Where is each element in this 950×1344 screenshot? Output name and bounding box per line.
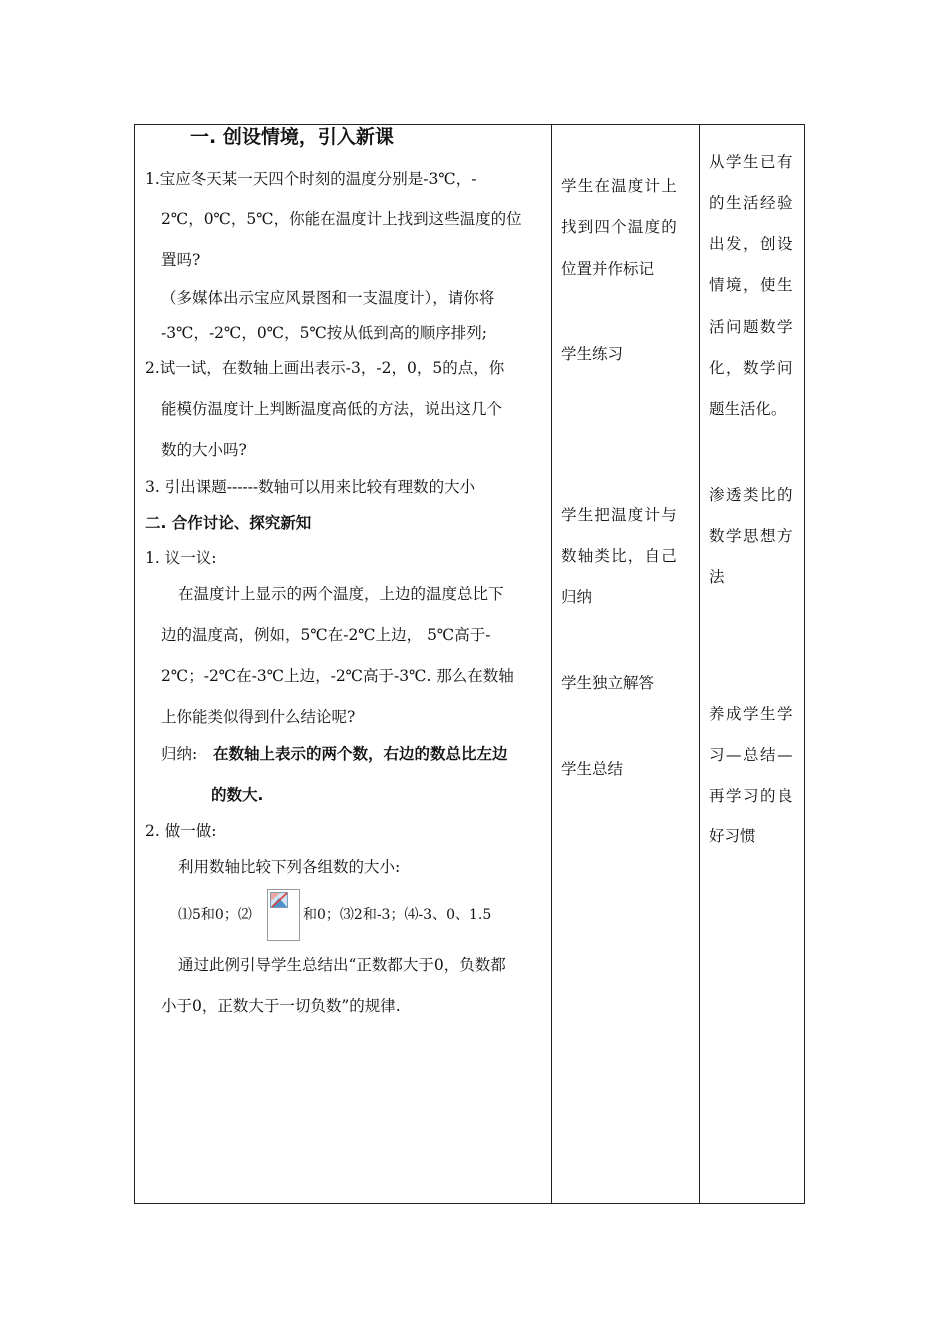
right-text: 养成学生学 bbox=[709, 705, 795, 723]
practice-items: 和0；⑶2和-3；⑷-3、0、1.5 bbox=[303, 907, 492, 923]
middle-text: 学生独立解答 bbox=[561, 674, 655, 692]
middle-text: 学生总结 bbox=[561, 760, 624, 778]
discuss-line: 边的温度高，例如，5℃在-2℃上边， 5℃高于- bbox=[161, 626, 491, 644]
broken-image-icon bbox=[267, 889, 300, 941]
practice-title: 2. 做一做: bbox=[145, 822, 217, 840]
item1-line: 2℃，0℃，5℃，你能在温度计上找到这些温度的位 bbox=[161, 210, 522, 228]
middle-text: 位置并作标记 bbox=[561, 260, 655, 278]
conclusion-label: 归纳: bbox=[161, 745, 198, 763]
practice-items: ⑴5和0；⑵ bbox=[178, 907, 252, 923]
right-text: 数学思想方 bbox=[709, 527, 795, 545]
section-heading-2: 二. 合作讨论、探究新知 bbox=[145, 514, 312, 532]
middle-text: 学生练习 bbox=[561, 345, 624, 363]
item2-line: 数的大小吗? bbox=[161, 441, 247, 459]
right-text: 出发，创设 bbox=[709, 235, 795, 253]
right-text: 题生活化。 bbox=[709, 400, 787, 418]
middle-text: 找到四个温度的 bbox=[561, 218, 678, 236]
middle-text: 数轴类比，自己 bbox=[561, 547, 678, 565]
middle-text: 学生在温度计上 bbox=[561, 177, 678, 195]
conclusion-text: 的数大. bbox=[211, 786, 264, 804]
right-text: 活问题数学 bbox=[709, 318, 795, 336]
conclusion-text: 在数轴上表示的两个数，右边的数总比左边 bbox=[213, 745, 508, 763]
middle-text: 归纳 bbox=[561, 588, 593, 606]
summary-line: 小于0，正数大于一切负数”的规律. bbox=[161, 997, 401, 1015]
item2-line: 能模仿温度计上判断温度高低的方法，说出这几个 bbox=[161, 400, 503, 418]
item1-line: （多媒体出示宝应风景图和一支温度计），请你将 bbox=[161, 289, 495, 307]
discuss-title: 1. 议一议: bbox=[145, 549, 217, 567]
lesson-table bbox=[134, 124, 805, 1204]
item1-line: 1.宝应冬天某一天四个时刻的温度分别是-3℃，- bbox=[145, 170, 477, 188]
practice-intro: 利用数轴比较下列各组数的大小: bbox=[178, 858, 401, 876]
discuss-line: 2℃；-2℃在-3℃上边，-2℃高于-3℃. 那么在数轴 bbox=[161, 667, 514, 685]
discuss-line: 上你能类似得到什么结论呢? bbox=[161, 708, 356, 726]
item3-line: 3. 引出课题------数轴可以用来比较有理数的大小 bbox=[145, 478, 476, 496]
item2-line: 2.试一试，在数轴上画出表示-3，-2，0，5的点，你 bbox=[145, 359, 505, 377]
right-text: 从学生已有 bbox=[709, 153, 795, 171]
column-divider bbox=[699, 125, 700, 1203]
summary-line: 通过此例引导学生总结出“正数都大于0，负数都 bbox=[178, 956, 506, 974]
right-text: 情境，使生 bbox=[709, 276, 795, 294]
item1-line: 置吗? bbox=[161, 251, 201, 269]
right-text: 化，数学问 bbox=[709, 359, 795, 377]
column-divider bbox=[551, 125, 552, 1203]
discuss-line: 在温度计上显示的两个温度，上边的温度总比下 bbox=[178, 585, 504, 603]
right-text: 渗透类比的 bbox=[709, 486, 795, 504]
right-text: 再学习的良 bbox=[709, 787, 795, 805]
item1-line: -3℃，-2℃，0℃，5℃按从低到高的顺序排列; bbox=[161, 324, 488, 342]
section-heading-1: 一. 创设情境，引入新课 bbox=[190, 126, 394, 148]
right-text: 法 bbox=[709, 568, 725, 586]
right-text: 习—总结— bbox=[709, 746, 795, 764]
right-text: 的生活经验 bbox=[709, 194, 795, 212]
right-text: 好习惯 bbox=[709, 827, 756, 845]
middle-text: 学生把温度计与 bbox=[561, 506, 678, 524]
